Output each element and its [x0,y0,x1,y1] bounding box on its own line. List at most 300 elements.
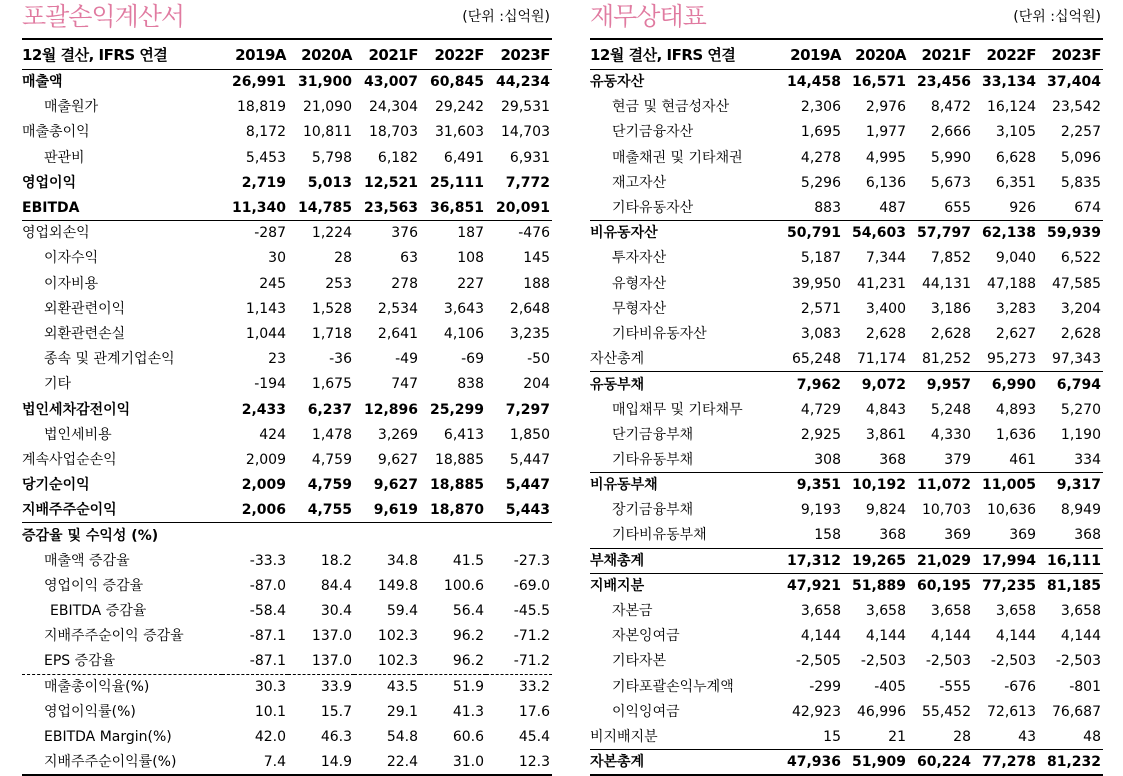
row-value: 3,658 [1060,603,1101,620]
row-value: 45.4 [518,728,550,745]
row-value: -87.1 [249,628,286,645]
row-label: 자본금 [612,603,653,620]
row-value: 369 [944,527,971,544]
row-label: 증감율 및 수익성 (%) [22,523,222,548]
table-row [22,347,552,372]
row-value: 71,174 [857,350,906,367]
row-label: 비지배지분 [590,728,658,745]
row-value: 6,182 [377,149,418,166]
row-value: 1,850 [509,426,550,443]
row-value: 1,528 [311,300,352,317]
row-value: -2,503 [860,653,906,670]
row-value: 81,252 [922,350,971,367]
row-value: 3,269 [377,426,418,443]
table-row [590,195,1103,220]
row-value: -2,503 [990,653,1036,670]
row-value: 29.1 [386,703,418,720]
row-label: 매출총이익율(%) [22,674,222,699]
row-value: 17.6 [518,703,550,720]
row-value: -36 [329,351,352,368]
row-value: 10,703 [922,502,971,519]
row-value: 6,931 [509,149,550,166]
row-value: 1,718 [311,325,352,342]
row-label: 장기금융부채 [612,502,694,519]
row-value: -299 [809,678,841,695]
table-row [590,473,1103,498]
table-row [590,447,1103,472]
header-year: 2021F [354,39,420,70]
row-value: 883 [814,199,841,216]
row-value: 9,040 [995,250,1036,267]
row-label: 자본총계 [590,750,778,775]
row-value: 47,936 [778,750,843,775]
table-row [22,120,552,145]
row-label: 지배주주순이익 증감율 [44,628,184,645]
row-value: 96.2 [452,628,484,645]
row-value: 59,939 [1038,221,1103,246]
row-value: -2,503 [925,653,971,670]
row-value: 4,729 [800,401,841,418]
table-row [22,699,552,724]
row-value: 3,861 [865,426,906,443]
row-value: 2,976 [865,99,906,116]
row-label: 법인세비용 [44,426,112,443]
income-unit-label: (단위 :십억원) [462,9,550,25]
table-row [22,70,552,95]
table-row [22,422,552,447]
row-value: 97,343 [1052,350,1101,367]
row-value: 6,136 [865,174,906,191]
row-value: 1,695 [800,124,841,141]
row-value: 5,270 [1060,401,1101,418]
row-value: 14,703 [501,124,550,141]
row-label: EBITDA 증감율 [50,603,147,620]
row-label: EBITDA Margin(%) [44,728,172,745]
income-header-row [22,39,552,70]
row-value: 16,111 [1038,548,1103,573]
row-label: 유형자산 [612,275,667,292]
row-label: 매출채권 및 기타채권 [612,149,743,166]
row-value: 60,224 [908,750,973,775]
row-value: -45.5 [513,603,550,620]
row-value: 5,013 [307,174,352,191]
row-value: 5,447 [509,451,550,468]
table-row [22,598,552,623]
row-value: 102.3 [377,653,418,670]
row-value: 334 [1074,451,1101,468]
table-row [22,573,552,598]
row-value [420,523,486,548]
row-label: 기타포괄손익누계액 [612,678,734,695]
header-year: 2021F [908,39,973,70]
row-value: 21 [888,728,906,745]
table-row [590,598,1103,623]
row-value: 5,990 [930,149,971,166]
row-value: 8,172 [245,124,286,141]
row-value: 6,491 [443,149,484,166]
row-value: 227 [457,275,484,292]
row-value: 23,563 [363,199,418,216]
row-value: 6,794 [1038,372,1103,397]
row-label: 영업이익률(%) [44,703,136,720]
row-label: 부채총계 [590,548,778,573]
row-value: 11,005 [973,473,1038,498]
row-value: 187 [420,221,486,246]
row-label: 매입채무 및 기타채무 [612,401,743,418]
row-value: 33.9 [288,674,354,699]
row-value: 369 [1009,527,1036,544]
row-label: 단기금융부채 [612,426,694,443]
row-value: 655 [944,199,971,216]
row-value: 18,819 [237,99,286,116]
row-label: 이익잉여금 [612,703,680,720]
row-value: 6,628 [995,149,1036,166]
row-value: 26,991 [231,74,286,91]
row-value: 308 [814,451,841,468]
row-value [222,523,288,548]
table-row [590,170,1103,195]
row-value: 5,798 [311,149,352,166]
row-value: 4,759 [311,451,352,468]
row-value: 4,144 [995,628,1036,645]
table-row [590,498,1103,523]
balance-header-row [590,39,1103,70]
row-value: 12,896 [363,401,418,418]
row-label: 단기금융자산 [612,124,694,141]
row-value [486,523,552,548]
row-value: 33,134 [981,74,1036,91]
row-value: 7,852 [930,250,971,267]
row-value: 62,138 [973,221,1038,246]
row-value: 84.4 [320,577,352,594]
row-label: 기타비유동자산 [612,325,707,342]
row-value: 747 [391,376,418,393]
row-value: 10,192 [843,473,908,498]
row-value: 5,248 [930,401,971,418]
row-value: 1,977 [865,124,906,141]
row-value: 2,925 [800,426,841,443]
row-value: 2,009 [241,477,286,494]
row-value: 2,257 [1060,124,1101,141]
row-label: EPS 증감율 [44,653,116,670]
row-label: 법인세차감전이익 [22,401,131,418]
row-label: 투자자산 [612,250,667,267]
row-value: 57,797 [908,221,973,246]
row-value: 2,666 [930,124,971,141]
row-value: 11,072 [908,473,973,498]
row-value: 12.3 [486,750,552,775]
table-row [22,145,552,170]
row-label: 비유동부채 [590,473,778,498]
row-value: 487 [879,199,906,216]
row-value: 20,091 [495,199,550,216]
row-value: 278 [391,275,418,292]
table-row [590,95,1103,120]
row-label: 매출액 증감율 [44,552,130,569]
row-value: 1,675 [311,376,352,393]
row-value: 23,542 [1052,99,1101,116]
header-year: 2019A [778,39,843,70]
header-year: 2020A [288,39,354,70]
row-value: 2,006 [241,502,286,519]
row-value: -555 [939,678,971,695]
header-year: 2022F [420,39,486,70]
row-label: 지배주주순이익률(%) [22,750,222,775]
row-value: 30.4 [320,603,352,620]
row-value: 2,648 [509,300,550,317]
row-value: 3,283 [995,300,1036,317]
row-label: 매출액 [22,74,63,91]
row-value: 149.8 [377,577,418,594]
row-value: 2,641 [377,325,418,342]
row-value: 6,990 [973,372,1038,397]
table-row [590,724,1103,749]
row-value: 44,131 [922,275,971,292]
row-value: 4,755 [307,502,352,519]
row-value: 7,297 [505,401,550,418]
row-value: -58.4 [249,603,286,620]
table-row [590,120,1103,145]
row-value: 56.4 [452,603,484,620]
row-value: 16,124 [987,99,1036,116]
row-value: 2,628 [1060,325,1101,342]
row-value: -676 [1004,678,1036,695]
row-value: 2,628 [930,325,971,342]
row-label: 유동자산 [590,74,645,91]
row-value: 17,312 [778,548,843,573]
row-value: 60,195 [908,573,973,598]
row-label: 기타유동부채 [612,451,694,468]
header-year: 2023F [1038,39,1103,70]
row-value: 34.8 [386,552,418,569]
row-value: 108 [457,250,484,267]
row-value: 55,452 [922,703,971,720]
table-row [22,498,552,523]
row-value: 7.4 [222,750,288,775]
row-value: 137.0 [311,653,352,670]
row-value: 368 [879,527,906,544]
header-year: 2020A [843,39,908,70]
row-label: 기타 [44,376,72,393]
row-value: 1,143 [245,300,286,317]
row-value: 15 [823,728,841,745]
row-value: 10,636 [987,502,1036,519]
row-value: 77,235 [973,573,1038,598]
row-value: 60,845 [429,74,484,91]
row-value: -87.0 [249,577,286,594]
row-value: 3,658 [800,603,841,620]
row-value: -2,503 [1055,653,1101,670]
row-value: 51.9 [420,674,486,699]
header-label: 12월 결산, IFRS 연결 [590,39,778,70]
row-value: 51,889 [843,573,908,598]
row-value: 12,521 [363,174,418,191]
row-value: 43 [1018,728,1036,745]
row-value: 14,458 [786,74,841,91]
row-value: 54.8 [386,728,418,745]
row-value: -71.2 [513,653,550,670]
row-value: 5,673 [930,174,971,191]
row-value: 24,304 [369,99,418,116]
row-value: 9,351 [778,473,843,498]
row-value: 204 [523,376,550,393]
row-value: 9,619 [373,502,418,519]
row-label: EBITDA [22,199,80,216]
table-row [590,750,1103,775]
row-value [288,523,354,548]
table-row [590,145,1103,170]
row-value: 1,636 [995,426,1036,443]
row-value: 48 [1083,728,1101,745]
row-value: 15.7 [320,703,352,720]
header-label: 12월 결산, IFRS 연결 [22,39,222,70]
row-value: 7,962 [778,372,843,397]
table-row [22,95,552,120]
row-label: 계속사업순손익 [22,451,117,468]
row-value: 3,083 [800,325,841,342]
balance-sheet-title: 재무상태표 [590,2,706,31]
income-statement-title: 포괄손익계산서 [22,2,185,31]
table-row [590,548,1103,573]
table-row [590,649,1103,674]
row-value: 461 [1009,451,1036,468]
row-value: -50 [527,351,550,368]
row-value: 3,643 [443,300,484,317]
row-value: 18,870 [429,502,484,519]
row-value: 188 [523,275,550,292]
row-label: 종속 및 관계기업손익 [44,351,175,368]
row-label: 비유동자산 [590,221,778,246]
row-value: 1,190 [1060,426,1101,443]
row-value: 6,351 [995,174,1036,191]
row-value: 17,994 [973,548,1038,573]
row-value: 9,627 [373,477,418,494]
row-value: 33.2 [486,674,552,699]
row-value: 3,658 [930,603,971,620]
table-row [590,523,1103,548]
row-value: 25,299 [429,401,484,418]
row-value: 926 [1009,199,1036,216]
row-value: 6,522 [1060,250,1101,267]
row-value: 47,921 [778,573,843,598]
row-value: 2,534 [377,300,418,317]
row-value: 245 [259,275,286,292]
row-value: 19,265 [843,548,908,573]
row-value: 9,627 [377,451,418,468]
row-label: 영업외손익 [22,221,222,246]
table-row [22,750,552,775]
row-label: 당기순이익 [22,477,90,494]
row-value: 376 [354,221,420,246]
row-value: 16,571 [851,74,906,91]
table-row [22,523,552,548]
row-value: 2,306 [800,99,841,116]
row-value: 29,531 [501,99,550,116]
row-value: 1,224 [288,221,354,246]
row-value: 5,187 [800,250,841,267]
row-value: 31,603 [435,124,484,141]
row-value: 95,273 [987,350,1036,367]
row-label: 이자비용 [44,275,99,292]
table-row [590,573,1103,598]
row-value: 8,472 [930,99,971,116]
row-value: 25,111 [429,174,484,191]
row-value: -405 [874,678,906,695]
row-value: 6,237 [307,401,352,418]
row-value: 10.1 [254,703,286,720]
row-value: 36,851 [429,199,484,216]
row-value: 11,340 [231,199,286,216]
row-value: 4,995 [865,149,906,166]
row-value: 4,843 [865,401,906,418]
row-value: -87.1 [249,653,286,670]
header-year: 2023F [486,39,552,70]
row-value: 23 [268,351,286,368]
row-value: 5,443 [505,502,550,519]
table-row [590,372,1103,397]
row-value: 3,204 [1060,300,1101,317]
table-row [590,624,1103,649]
row-value: 9,072 [843,372,908,397]
row-value: 60.6 [452,728,484,745]
row-label: 외환관련이익 [44,300,126,317]
row-value: 47,585 [1052,275,1101,292]
row-value: 18,885 [429,477,484,494]
row-value: 9,317 [1038,473,1103,498]
row-value: 4,759 [307,477,352,494]
table-row [22,674,552,699]
row-value: 145 [523,250,550,267]
row-value: 3,658 [865,603,906,620]
table-row [22,548,552,573]
row-label: 지배주주순이익 [22,502,117,519]
table-row [22,372,552,397]
balance-unit-label: (단위 :십억원) [1013,9,1101,25]
row-label: 기타비유동부채 [612,527,707,544]
row-label: 지배지분 [590,573,778,598]
row-value: 674 [1074,199,1101,216]
row-value: 14,785 [297,199,352,216]
row-value: 81,185 [1038,573,1103,598]
row-value: 379 [944,451,971,468]
row-value: 158 [814,527,841,544]
row-value: 3,186 [930,300,971,317]
row-label: 이자수익 [44,250,99,267]
row-value: 9,193 [800,502,841,519]
table-row [590,397,1103,422]
row-value: 65,248 [792,350,841,367]
row-value: 2,433 [241,401,286,418]
table-row [590,271,1103,296]
row-value: 424 [259,426,286,443]
row-value: 39,950 [792,275,841,292]
row-value: 4,106 [443,325,484,342]
row-value: 6,413 [443,426,484,443]
table-row [590,296,1103,321]
table-row [22,271,552,296]
row-value: 42.0 [254,728,286,745]
row-value: 5,296 [800,174,841,191]
table-row [22,321,552,346]
row-value: 9,824 [865,502,906,519]
row-value: 46,996 [857,703,906,720]
row-value: 1,044 [245,325,286,342]
row-label: 무형자산 [612,300,667,317]
row-value: 37,404 [1046,74,1101,91]
row-label: 판관비 [44,149,85,166]
row-value: 8,949 [1060,502,1101,519]
row-value: 41.3 [452,703,484,720]
